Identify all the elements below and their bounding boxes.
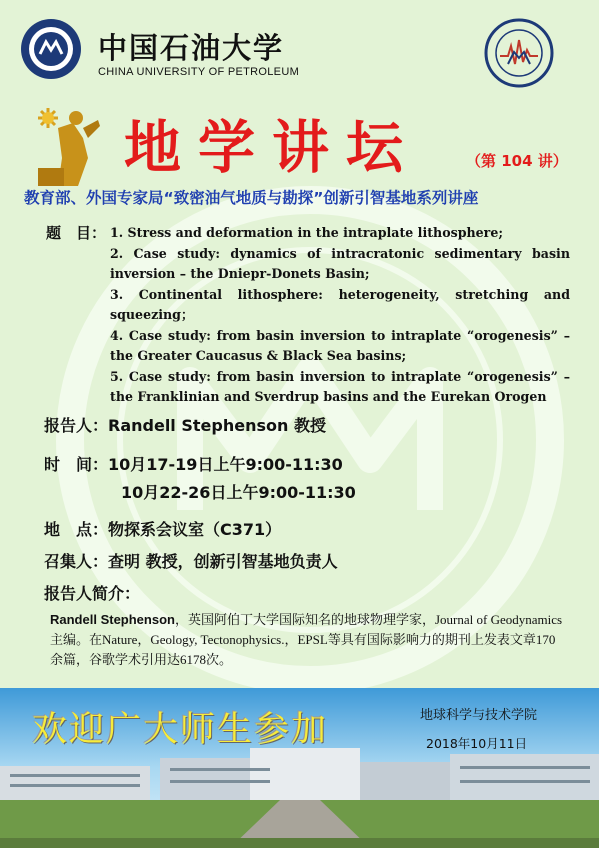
bio-name: Randell Stephenson [50,612,175,627]
lecture-number: （第 104 讲） [466,152,568,170]
statue-emblem [28,98,112,188]
topic-item: 1. Stress and deformation in the intraplate lithosphere; [110,225,503,240]
notice-date: 2018年10月11日 [426,736,528,751]
bio-text: ，英国阿伯丁大学国际知名的地球物理学家，Journal of Geodynamics主编。在Nature，Geology, Tectonophysics.，EPSL等具有国际影响力的期刊上发表文章170余篇，谷歌学术引用达6178次。 [50,612,563,667]
time-line-1: 时 间：10月17-19日上午9:00-11:30 [44,455,343,474]
topic-item: 5. Case study: from basin inversion to intraplate “orogenesis” – the Franklinian and Sverdrup basins and the Eurekan Orogen [110,368,570,404]
topic-item: 3. Continental lithosphere: heterogeneity, stretching and squeezing； [110,286,570,322]
organizer-school: 地球科学与技术学院 [420,708,538,723]
university-name-cn: 中国石油大学 [98,31,285,65]
speaker-line: 报告人：Randell Stephenson 教授 [44,416,326,435]
topic-item: 2. Case study: dynamics of intracratonic sedimentary basin inversion – the Dniepr-Donets Basin; [110,245,570,281]
lecture-series-title: 教育部、外国专家局“致密油气地质与勘探”创新引智基地系列讲座 [24,189,479,207]
speaker-bio [50,610,565,670]
topic-item: 4. Case study: from basin inversion to intraplate “orogenesis” – the Greater Caucasus & Black Sea basins; [110,327,570,363]
topic-list [110,223,570,408]
topic-label: 题 目： [46,224,107,242]
university-name-en: CHINA UNIVERSITY OF PETROLEUM [98,66,300,78]
time-line-2: 10月22-26日上午9:00-11:30 [121,483,356,502]
welcome-slogan: 欢迎广大师生参加 [32,710,329,750]
school-logo [484,18,554,88]
convener-line: 召集人：查明 教授，创新引智基地负责人 [44,552,338,571]
place-line: 地 点：物探系会议室（C371） [44,520,282,539]
lecture-main-title: 地学讲坛 [124,115,420,181]
bio-label: 报告人简介： [44,584,141,603]
university-logo [20,18,82,80]
